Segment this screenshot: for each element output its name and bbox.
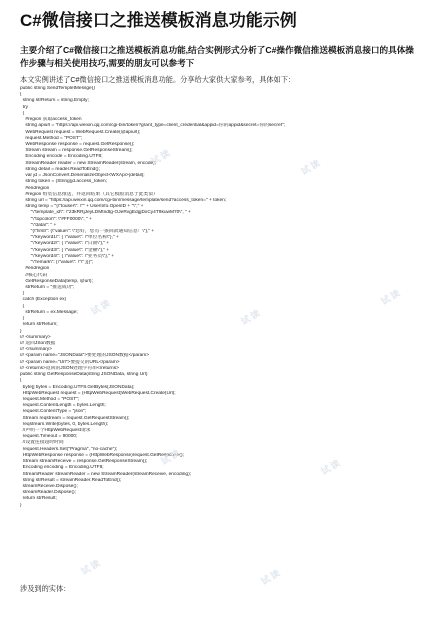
- code-line: var jd = JsonConvert.DeserializeObject<WXApi>(detail);: [20, 173, 145, 179]
- code-line: Stream stream = response.GetResponseStream();: [20, 148, 133, 154]
- code-line: }: [20, 502, 22, 508]
- watermark: 试读: [79, 557, 104, 577]
- code-line: "\"remark\": {\"value\": \"\" }}}";: [20, 260, 94, 266]
- code-line: {: [20, 92, 22, 98]
- code-line: "\"topcolor\": \"#FF0000\", " +: [20, 216, 92, 222]
- code-line: "\"data\": " +: [20, 222, 57, 228]
- code-line: StreamReader streamReader = new StreamReader(streamReceive, encoding);: [20, 471, 192, 477]
- code-line: reqstream.Write(bytes, 0, bytes.Length);: [20, 421, 109, 427]
- code-line: Encoding encoding = Encoding.UTF8;: [20, 465, 104, 471]
- code-line: {: [20, 378, 22, 384]
- page-title: C#微信接口之推送模板消息功能示例: [20, 11, 297, 30]
- code-line: StreamReader reader = new StreamReader(stream, encode);: [20, 160, 157, 166]
- watermark: 试读: [379, 287, 404, 307]
- watermark: 试读: [239, 307, 264, 327]
- code-line: string url = "https://api.weixin.qq.com/cgi-bin/message/template/send?access_token=" + token;: [20, 197, 227, 203]
- code-line: /// <summary>: [20, 334, 51, 340]
- code-line: strReturn = "推送成功";: [20, 285, 75, 290]
- code-line: try: [20, 104, 28, 110]
- code-line: /// </summary>: [20, 347, 52, 353]
- code-line: "\"keyword1\": { \"value\": \"单位名称\"}," +: [20, 235, 119, 241]
- code-line: "\"keyword3\": { \"value\": \"金额\"}," +: [20, 247, 110, 253]
- code-line: "\"template_id\": \"23kRRjJeyLDMtndtg-OJeRvgEdgjDxCy4T9kuwM70\", " +: [20, 210, 191, 216]
- code-line: public string GetResponseData(string JSONData, string Url): [20, 372, 148, 378]
- code-line: WebResponse response = request.GetResponse();: [20, 141, 135, 147]
- code-line: Stream reqstream = request.GetRequestStream();: [20, 415, 130, 421]
- code-line: #endregion: [20, 266, 50, 272]
- code-line: request.ContentType = "json";: [20, 409, 87, 415]
- code-line: WebRequest request = WebRequest.Create(@apiurl);: [20, 129, 141, 135]
- watermark: 试读: [259, 567, 284, 587]
- code-line: //设置连接超时时间: [20, 440, 64, 446]
- code-line: }: [20, 316, 25, 322]
- code-line: string temp = "{\"touser\": \"" + UserInfo.OpenID + "\"," +: [20, 204, 144, 210]
- code-line: request.Method = "POST";: [20, 396, 80, 402]
- code-line: #region 组装信息推送，并返回结果（其它模版消息于此类似）: [20, 191, 158, 197]
- code-line: #region 获取access_token: [20, 117, 82, 123]
- watermark: 试读: [149, 147, 174, 167]
- code-line: request.Headers.Set("Pragma", "no-cache");: [20, 446, 118, 452]
- code-line: string apiurl = "https://api.weixin.qq.com/cgi-bin/token?grant_type=client_credential&appid=你的appid&secret=你的secret";: [20, 123, 285, 129]
- code-line: return strResult;: [20, 496, 57, 502]
- code-line: /// <param name="JSONData">要处理的JSON数据</param>: [20, 353, 150, 359]
- code-line: return strReturn;: [20, 322, 58, 328]
- code-line: request.ContentLength = bytes.Length;: [20, 403, 106, 409]
- code-line: /// <returns>返回的JSON处理字符串</returns>: [20, 365, 119, 371]
- code-line: //声明一个HttpWebRequest请求: [20, 428, 91, 434]
- code-block: [20, 86, 430, 509]
- code-line: byte[] bytes = Encoding.UTF8.GetBytes(JSONData);: [20, 384, 135, 390]
- code-line: streamReader.Dispose();: [20, 490, 76, 496]
- code-line: }: [20, 291, 25, 297]
- code-line: public string SendTempletMessge(): [20, 86, 95, 91]
- code-line: }: [20, 328, 22, 334]
- code-line: /// 返回JSon数据: [20, 340, 56, 346]
- footer-text: 涉及到的实体：: [20, 584, 71, 593]
- code-line: string strReturn = string.Empty;: [20, 98, 89, 104]
- code-line: request.Timeout = 90000;: [20, 434, 78, 440]
- code-line: catch (Exception ex): [20, 297, 67, 303]
- code-line: {: [20, 303, 25, 309]
- code-line: string token = (String)jd.access_token;: [20, 179, 108, 185]
- watermark: 试读: [319, 457, 344, 477]
- code-line: /// <param name="Url">要提交的URL</param>: [20, 359, 120, 365]
- watermark: 试读: [299, 157, 324, 177]
- code-line: request.Method = "POST";: [20, 135, 82, 141]
- watermark: 试读: [159, 447, 184, 467]
- code-line: string strResult = streamReader.ReadToEnd();: [20, 477, 122, 483]
- code-line: "\"keyword4\": { \"value\": \"业务员\"}," +: [20, 253, 115, 259]
- code-line: Encoding encode = Encoding.UTF8;: [20, 154, 103, 160]
- code-line: #endregion: [20, 185, 50, 191]
- code-line: GetResponseData(temp, @url);: [20, 278, 93, 284]
- code-line: string detail = reader.ReadToEnd();: [20, 166, 100, 172]
- code-line: {: [20, 110, 25, 116]
- intro-paragraph: 主要介绍了C#微信接口之推送模板消息功能,结合实例形式分析了C#操作微信推送模板消息接口的具体操作步骤与相关使用技巧,需要的朋友可以参考下: [20, 45, 414, 68]
- lead-paragraph: 本文实例讲述了C#微信接口之推送模板消息功能。分享给大家供大家参考，具体如下：: [20, 75, 296, 84]
- watermark: 试读: [89, 297, 114, 317]
- code-line: Stream streamReceive = response.GetResponseStream();: [20, 459, 148, 465]
- code-line: "{\"first\": {\"value\": \"您好，您有一条回款通知信息！\"}," +: [20, 229, 155, 235]
- code-line: "\"keyword2\": { \"value\": \"日期\"}," +: [20, 241, 110, 247]
- code-line: HttpWebResponse response = (HttpWebResponse)request.GetResponse();: [20, 452, 184, 458]
- code-line: HttpWebRequest request = (HttpWebRequest)WebRequest.Create(Url);: [20, 390, 176, 396]
- code-line: streamReceive.Dispose();: [20, 484, 78, 489]
- code-line: strReturn = ex.Message;: [20, 309, 78, 315]
- code-line: //核心代码: [20, 272, 48, 278]
